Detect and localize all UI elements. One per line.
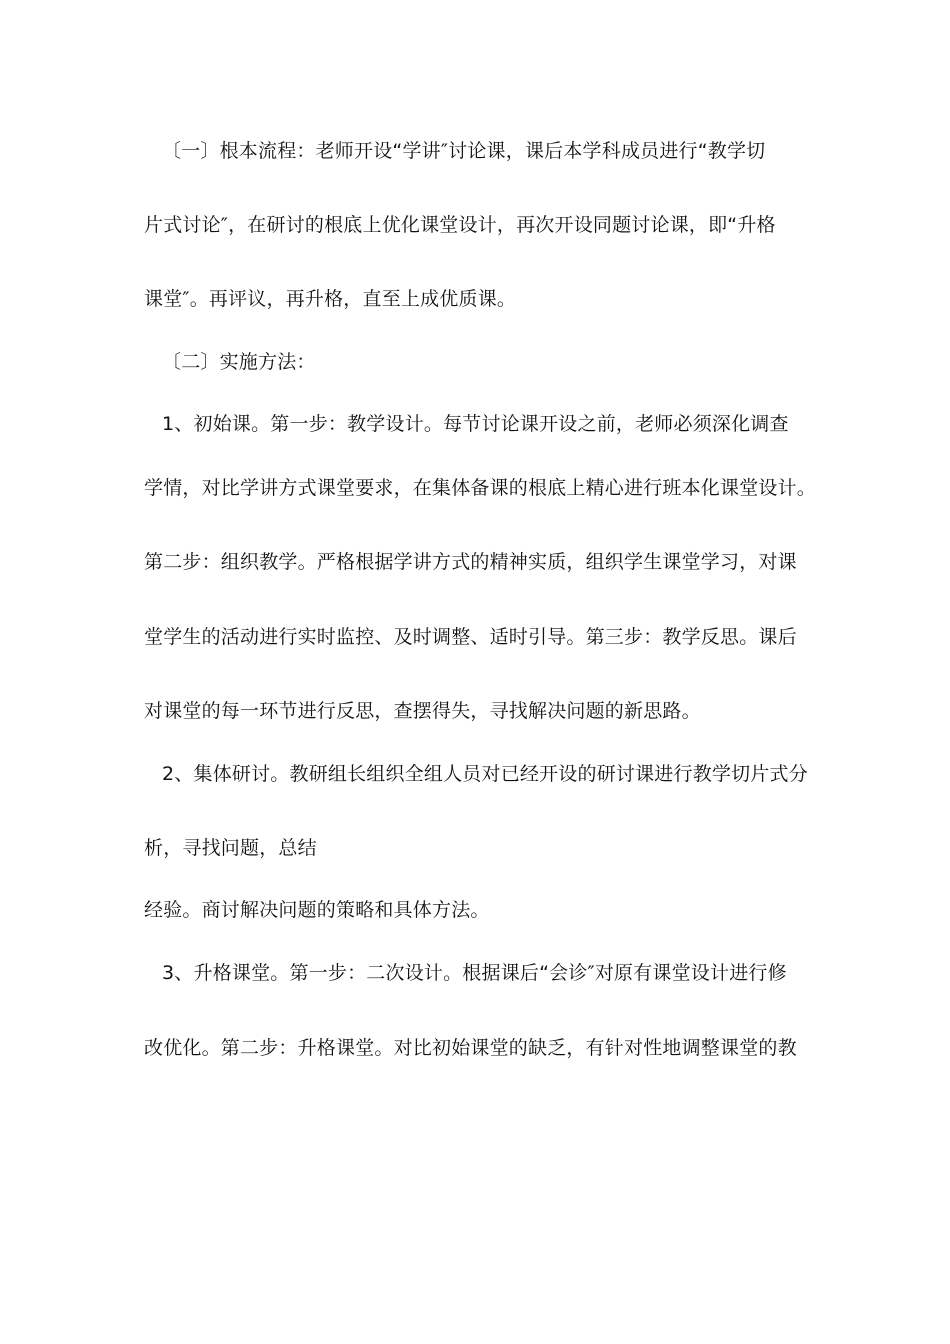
paragraph-line-3: 课堂″。再评议，再升格，直至上成优质课。 — [144, 288, 517, 310]
section-heading-implementation: 〔二〕实施方法： — [162, 351, 316, 373]
paragraph-line-2: 片式讨论″，在研讨的根底上优化课堂设计，再次开设同题讨论课，即“升格 — [144, 214, 776, 236]
paragraph-line-14: 改优化。第二步：升格课堂。对比初始课堂的缺乏，有针对性地调整课堂的教 — [144, 1037, 797, 1059]
paragraph-line-7: 第二步：组织教学。严格根据学讲方式的精神实质，组织学生课堂学习，对课 — [144, 551, 797, 573]
paragraph-line-12: 经验。商讨解决问题的策略和具体方法。 — [144, 899, 490, 921]
paragraph-line-10: 2、集体研讨。教研组长组织全组人员对已经开设的研讨课进行教学切片式分 — [162, 763, 808, 785]
paragraph-line-5: 1、初始课。第一步：教学设计。每节讨论课开设之前，老师必须深化调查 — [162, 413, 789, 435]
paragraph-line-1: 〔一〕根本流程：老师开设“学讲″讨论课，课后本学科成员进行“教学切 — [162, 140, 766, 162]
paragraph-line-11: 析，寻找问题，总结 — [144, 837, 317, 859]
paragraph-line-13: 3、升格课堂。第一步：二次设计。根据课后“会诊″对原有课堂设计进行修 — [162, 962, 787, 984]
paragraph-line-6: 学情，对比学讲方式课堂要求，在集体备课的根底上精心进行班本化课堂设计。 — [144, 477, 817, 499]
paragraph-line-8: 堂学生的活动进行实时监控、及时调整、适时引导。第三步：教学反思。课后 — [144, 626, 797, 648]
paragraph-line-9: 对课堂的每一环节进行反思，查摆得失，寻找解决问题的新思路。 — [144, 700, 701, 722]
